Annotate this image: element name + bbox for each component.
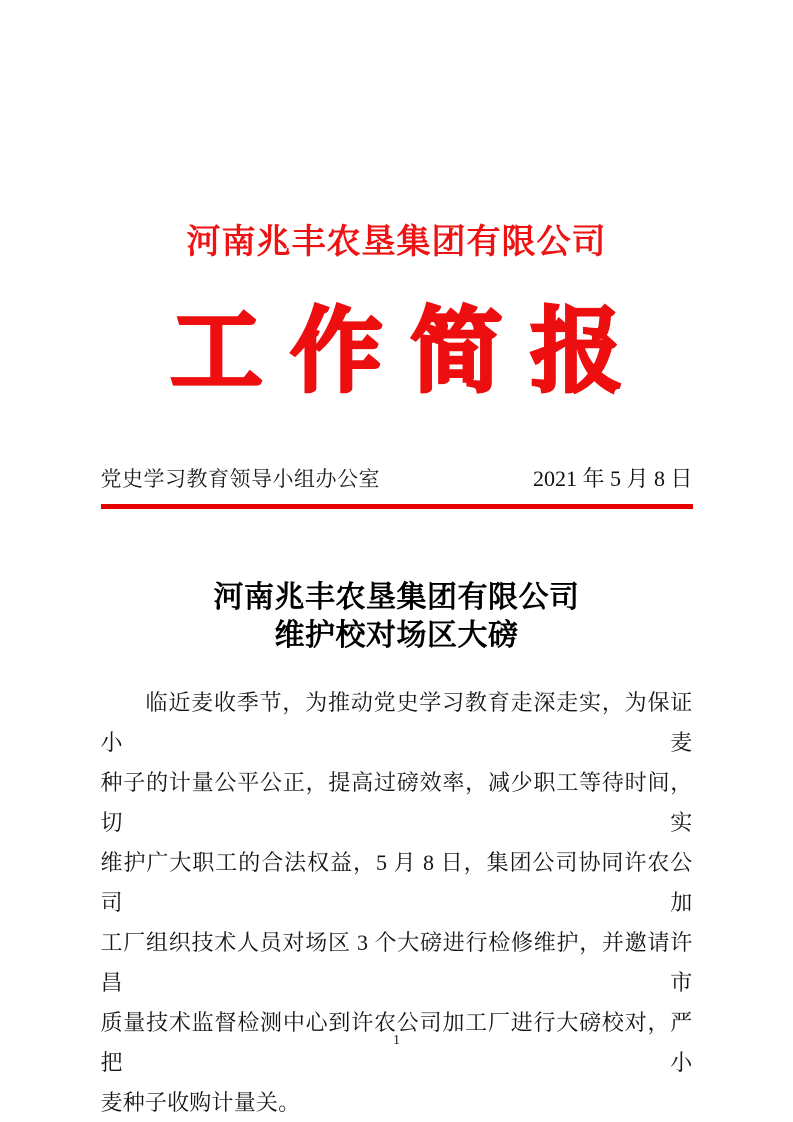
red-divider-rule xyxy=(101,504,693,509)
issuer-office: 党史学习教育领导小组办公室 xyxy=(100,468,380,491)
body-line: 工厂组织技术人员对场区 3 个大磅进行检修维护，并邀请许昌市 xyxy=(100,930,693,995)
bulletin-title: 工作简报 xyxy=(170,301,651,403)
body-line: 麦种子收购计量关。 xyxy=(100,1090,301,1115)
body-line: 质量技术监督检测中心到许农公司加工厂进行大磅校对，严把小 xyxy=(100,1010,693,1075)
body-line: 种子的计量公平公正，提高过磅效率，减少职工等待时间，切实 xyxy=(100,770,693,835)
company-masthead: 河南兆丰农垦集团有限公司 xyxy=(186,224,607,261)
page-number: 1 xyxy=(393,1033,400,1048)
article-title-line2: 维护校对场区大磅 xyxy=(274,619,519,652)
article-title xyxy=(101,579,693,655)
issue-date: 2021 年 5 月 8 日 xyxy=(532,466,693,491)
meta-row xyxy=(101,462,693,493)
body-line: 临近麦收季节，为推动党史学习教育走深走实，为保证小麦 xyxy=(100,690,693,755)
content-area xyxy=(101,462,693,1122)
body-line: 维护广大职工的合法权益，5 月 8 日，集团公司协同许农公司加 xyxy=(100,850,693,915)
article-title-line1: 河南兆丰农垦集团有限公司 xyxy=(213,581,580,614)
article-body xyxy=(101,683,693,1122)
